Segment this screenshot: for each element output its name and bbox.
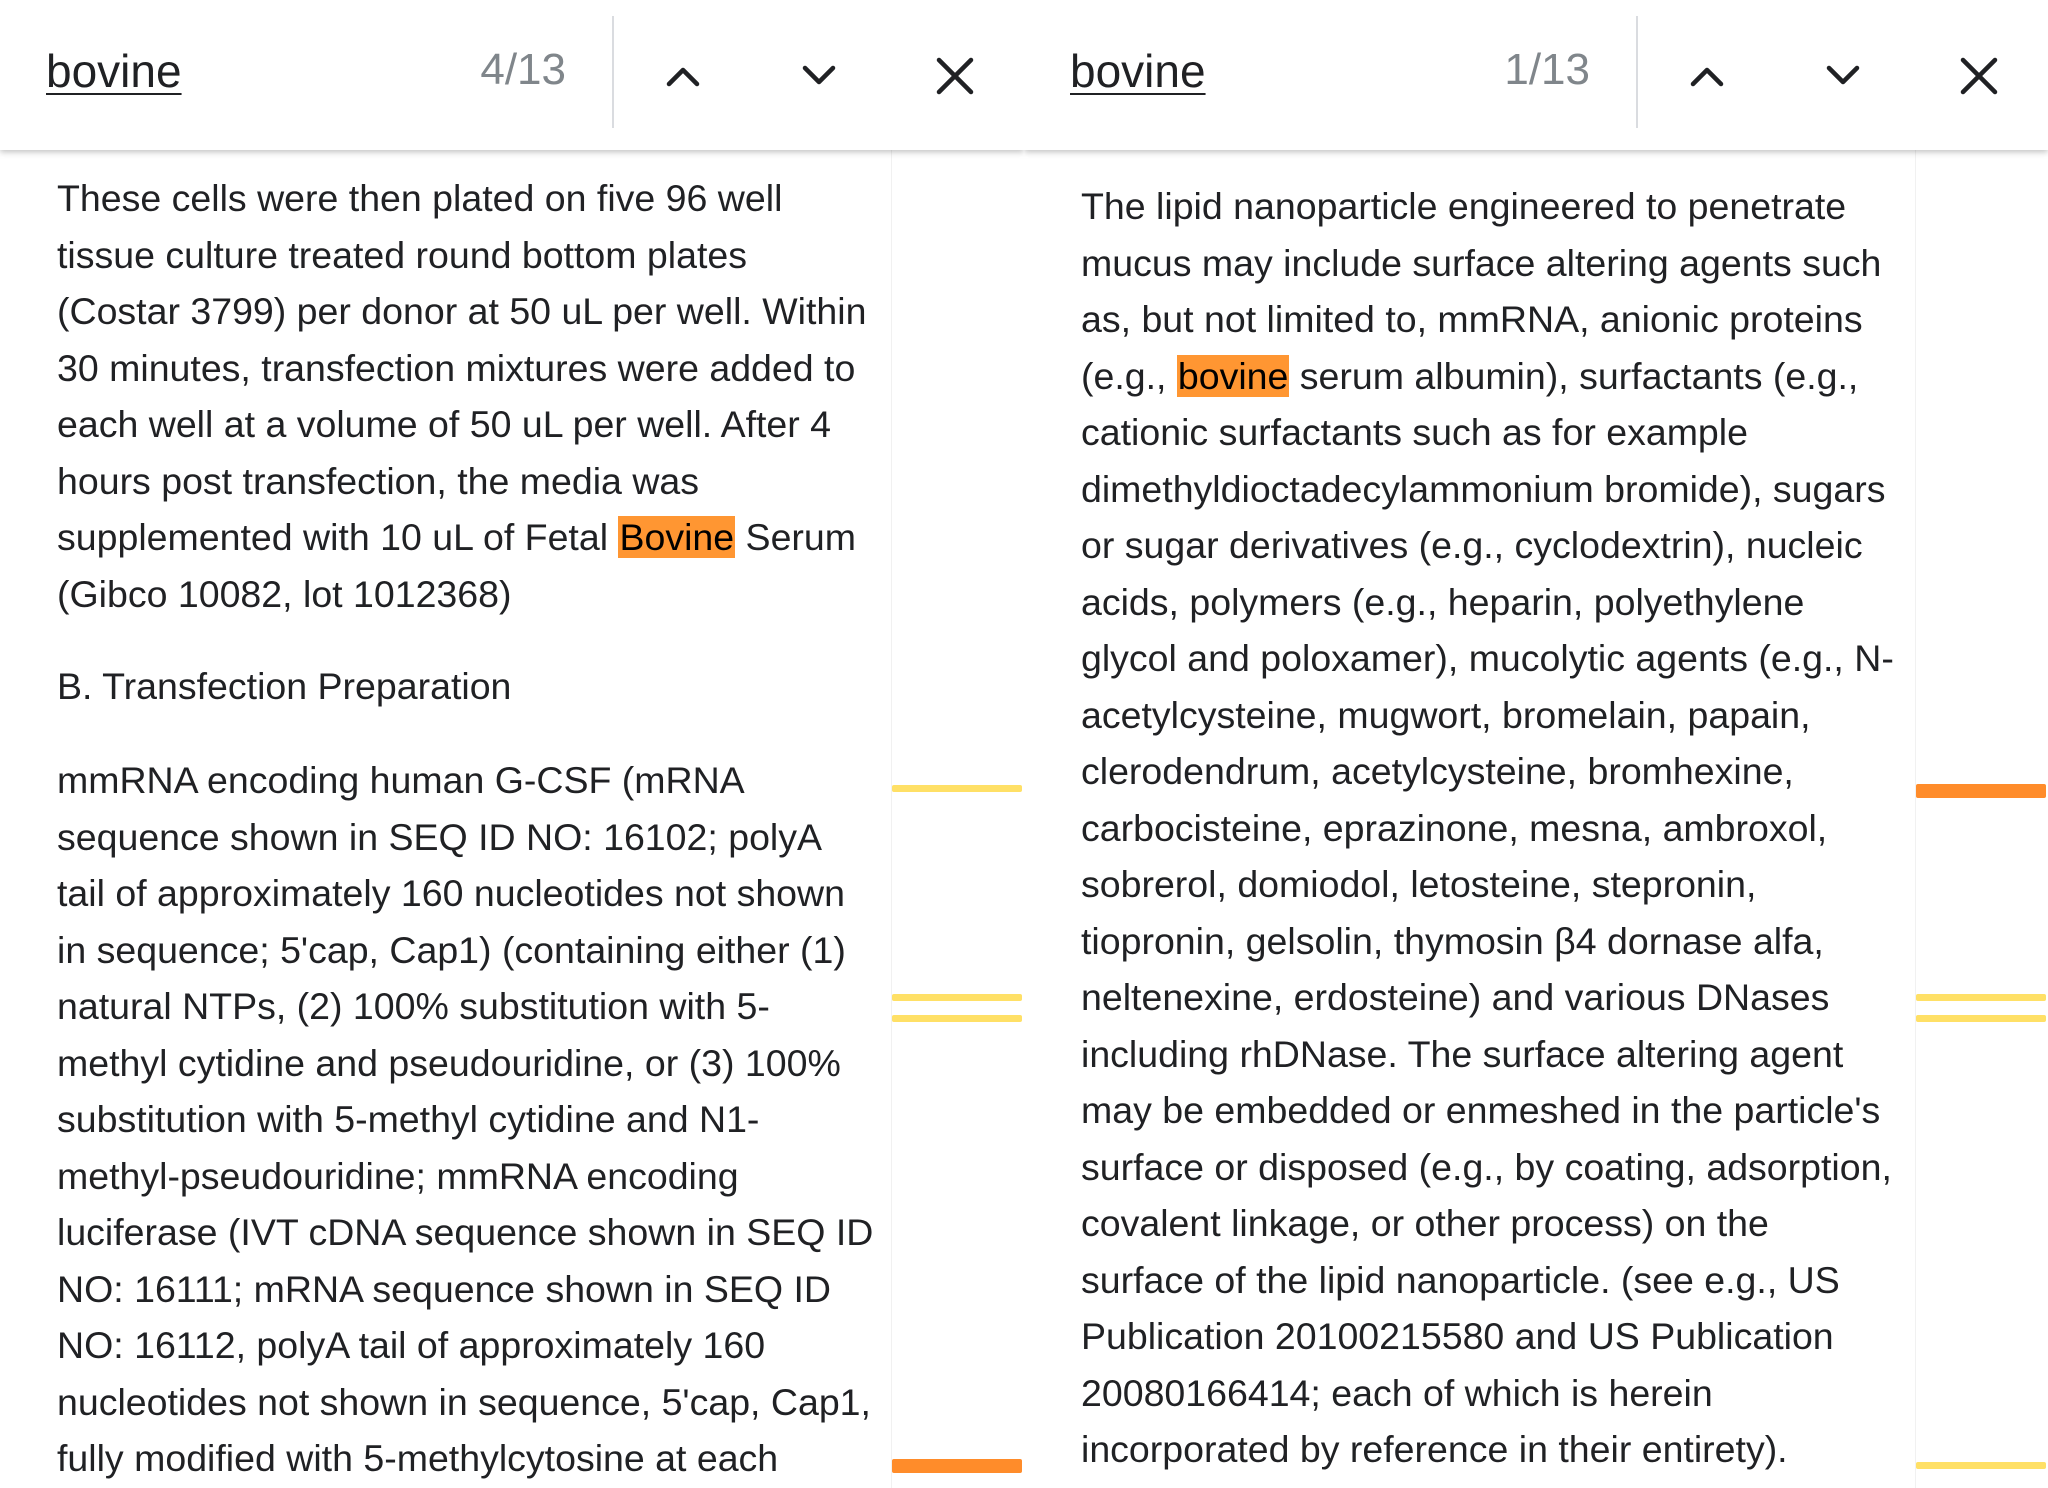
match-counter: 1/13 [1504,45,1590,94]
chevron-up-icon [1685,54,1729,98]
find-bar-divider [612,16,614,128]
next-match-button[interactable] [1803,36,1883,116]
find-bar-left [0,0,1024,150]
previous-match-button[interactable] [643,36,723,116]
find-input[interactable]: bovine [46,45,182,97]
current-match-tick[interactable] [892,1459,1022,1473]
find-bar-divider [1636,16,1638,128]
close-icon [1955,52,2003,100]
chevron-up-icon [661,54,705,98]
match-tick[interactable] [1916,1015,2046,1022]
find-input[interactable]: bovine [1070,45,1206,97]
chevron-down-icon [1821,54,1865,98]
match-scroll-gutter-right[interactable] [1915,0,2048,1488]
paragraph-text: These cells were then plated on five 96 well tissue culture treated round bottom plates (Costar 3799) per donor at 50 uL per well. Within 30 minutes, transfection mixtures were added to each well at a volume of 50 uL per well. After 4 hours post transfection, the media was supplemented with 10 uL of Fetal [57,177,867,558]
close-icon [931,52,979,100]
close-find-button[interactable] [1939,36,2019,116]
match-tick[interactable] [1916,1462,2046,1469]
document-view-left [0,0,891,1488]
paragraph-transfection: mmRNA encoding human G-CSF (mRNA sequence shown in SEQ ID NO: 16102; polyA tail of approximately 160 nucleotides not shown in sequence; 5'cap, Cap1) (containing either (1) natural NTPs, (2) 100% substitution with 5-methyl cytidine and pseudouridine, or (3) 100% substitution with 5-methyl cytidine and N1-methyl-pseudouridine; mmRNA encoding luciferase (IVT cDNA sequence shown in SEQ ID NO: 16111; mRNA sequence shown in SEQ ID NO: 16112, polyA tail of approximately 160 nucleotides not shown in sequence, 5'cap, Cap1, fully modified with 5-methylcytosine at each [57,759,874,1479]
match-counter: 4/13 [480,45,566,94]
match-tick[interactable] [892,785,1022,792]
paragraph-surface-agents [1081,178,1901,1478]
match-tick[interactable] [1916,994,2046,1001]
paragraph-text: Serum (Gibco 10082, lot 1012368) [57,516,857,615]
current-match-highlight: bovine [1177,354,1289,397]
match-scroll-gutter-left[interactable] [891,0,1024,1488]
next-match-button[interactable] [779,36,859,116]
document-view-right [1024,0,1915,1488]
current-match-highlight: Bovine [619,516,735,558]
gutter-divider [891,0,892,1488]
close-find-button[interactable] [915,36,995,116]
gutter-divider [1915,0,1916,1488]
match-tick[interactable] [892,994,1022,1001]
paragraph-text: serum albumin), surfactants (e.g., cationic surfactants such as for example dimethyldioctadecylammonium bromide), sugars or sugar derivatives (e.g., cyclodextrin), nucleic acids, polymers (e.g., heparin, polyethylene glycol and poloxamer), mucolytic agents (e.g., N-acetylcysteine, mugwort, bromelain, papain, clerodendrum, acetylcysteine, bromhexine, carbocisteine, eprazinone, mesna, ambroxol, sobrerol, domiodol, letosteine, stepronin, tiopronin, gelsolin, thymosin β4 dornase alfa, neltenexine, erdosteine) and various DNases including rhDNase. The surface altering agent may be embedded or enmeshed in the particle's surface or disposed (e.g., by coating, adsorption, covalent linkage, or other process) on the surface of the lipid nanoparticle. (see e.g., US Publication 20100215580 and US Publication 20080166414; each of which is herein incorporated by reference in their entirety). [1081,354,1894,1470]
section-heading: B. Transfection Preparation [57,665,512,707]
right-pane [1024,0,2048,1488]
chevron-down-icon [797,54,841,98]
paragraph-cell-plating [57,170,877,622]
match-tick[interactable] [892,1015,1022,1022]
paragraph-text: The lipid nanoparticle engineered to penetrate mucus may include surface altering agents such as, but not limited to, mmRNA, anionic proteins (e.g., [1081,185,1882,397]
find-bar-right [1024,0,2048,150]
previous-match-button[interactable] [1667,36,1747,116]
current-match-tick[interactable] [1916,784,2046,798]
